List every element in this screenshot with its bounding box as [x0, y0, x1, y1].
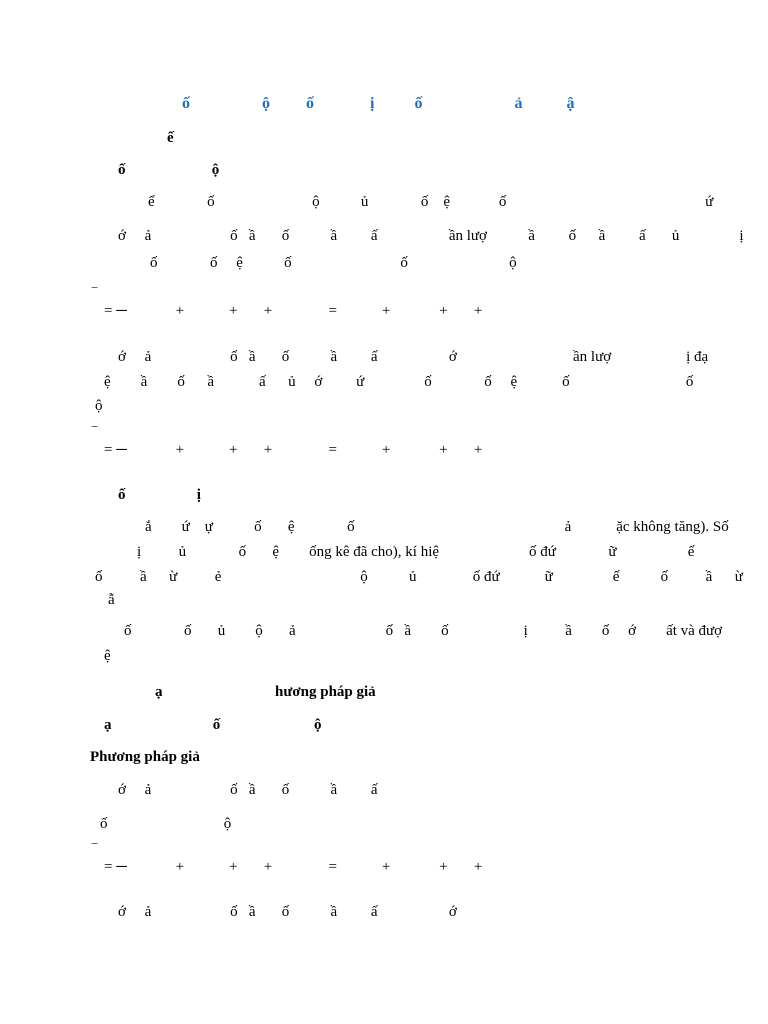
paragraph-line: ố ầ ừ ẻ ộ ủ ố đứ ữ ế ố ầ ừ: [95, 569, 743, 585]
paragraph-line: ớ ả ố ầ ố ầ ấ ớ ần lượ ị đạ: [118, 349, 709, 365]
paragraph-line: ị ủ ố ệ ống kê đã cho), kí hiệ ố đứ ữ ế: [137, 544, 695, 560]
paragraph-line: ớ ả ố ầ ố ầ ấ ớ: [118, 904, 457, 920]
paragraph-line: ớ ả ố ầ ố ầ ấ ần lượ ầ ố ầ ấ ủ ị: [118, 228, 744, 244]
section-heading: ố ị: [118, 487, 201, 503]
paragraph-line: ớ ả ố ầ ố ầ ấ: [118, 782, 378, 798]
section-heading: Phương pháp giả: [90, 749, 200, 765]
formula-line: = ─ + + + = + + +: [104, 859, 483, 875]
formula-line: = ─ + + + = + + +: [104, 303, 483, 319]
paragraph-line: ệ ầ ố ầ ấ ủ ớ ứ ố ố ệ ố ố: [104, 374, 694, 390]
paragraph-line: ố ố ủ ộ ả ố ầ ố ị ầ ố ớ ất và đượ: [124, 623, 723, 639]
subheading-line: ế: [167, 130, 174, 146]
formula-overline: ‾: [92, 843, 97, 859]
paragraph-line: ệ: [104, 648, 111, 664]
paragraph-line: ẫ: [108, 592, 115, 608]
paragraph-line: ố ố ệ ố ố ộ: [150, 255, 517, 271]
formula-overline: ‾: [92, 287, 97, 303]
heading-line: ố ộ ố ị ố ả ậ: [182, 95, 575, 112]
section-heading: ố ộ: [118, 162, 220, 178]
paragraph-line: ắ ứ ự ố ệ ố ả ặc không tăng). Số: [145, 519, 729, 535]
formula-overline: ‾: [92, 426, 97, 442]
formula-line: = ─ + + + = + + +: [104, 442, 483, 458]
section-heading: ạ hương pháp giả: [155, 684, 376, 700]
section-heading: ạ ố ộ: [104, 717, 322, 733]
paragraph-line: ộ: [95, 398, 103, 414]
paragraph-line: ể ố ộ ủ ố ệ ố ứ: [148, 194, 714, 210]
paragraph-line: ố ộ: [100, 816, 232, 832]
